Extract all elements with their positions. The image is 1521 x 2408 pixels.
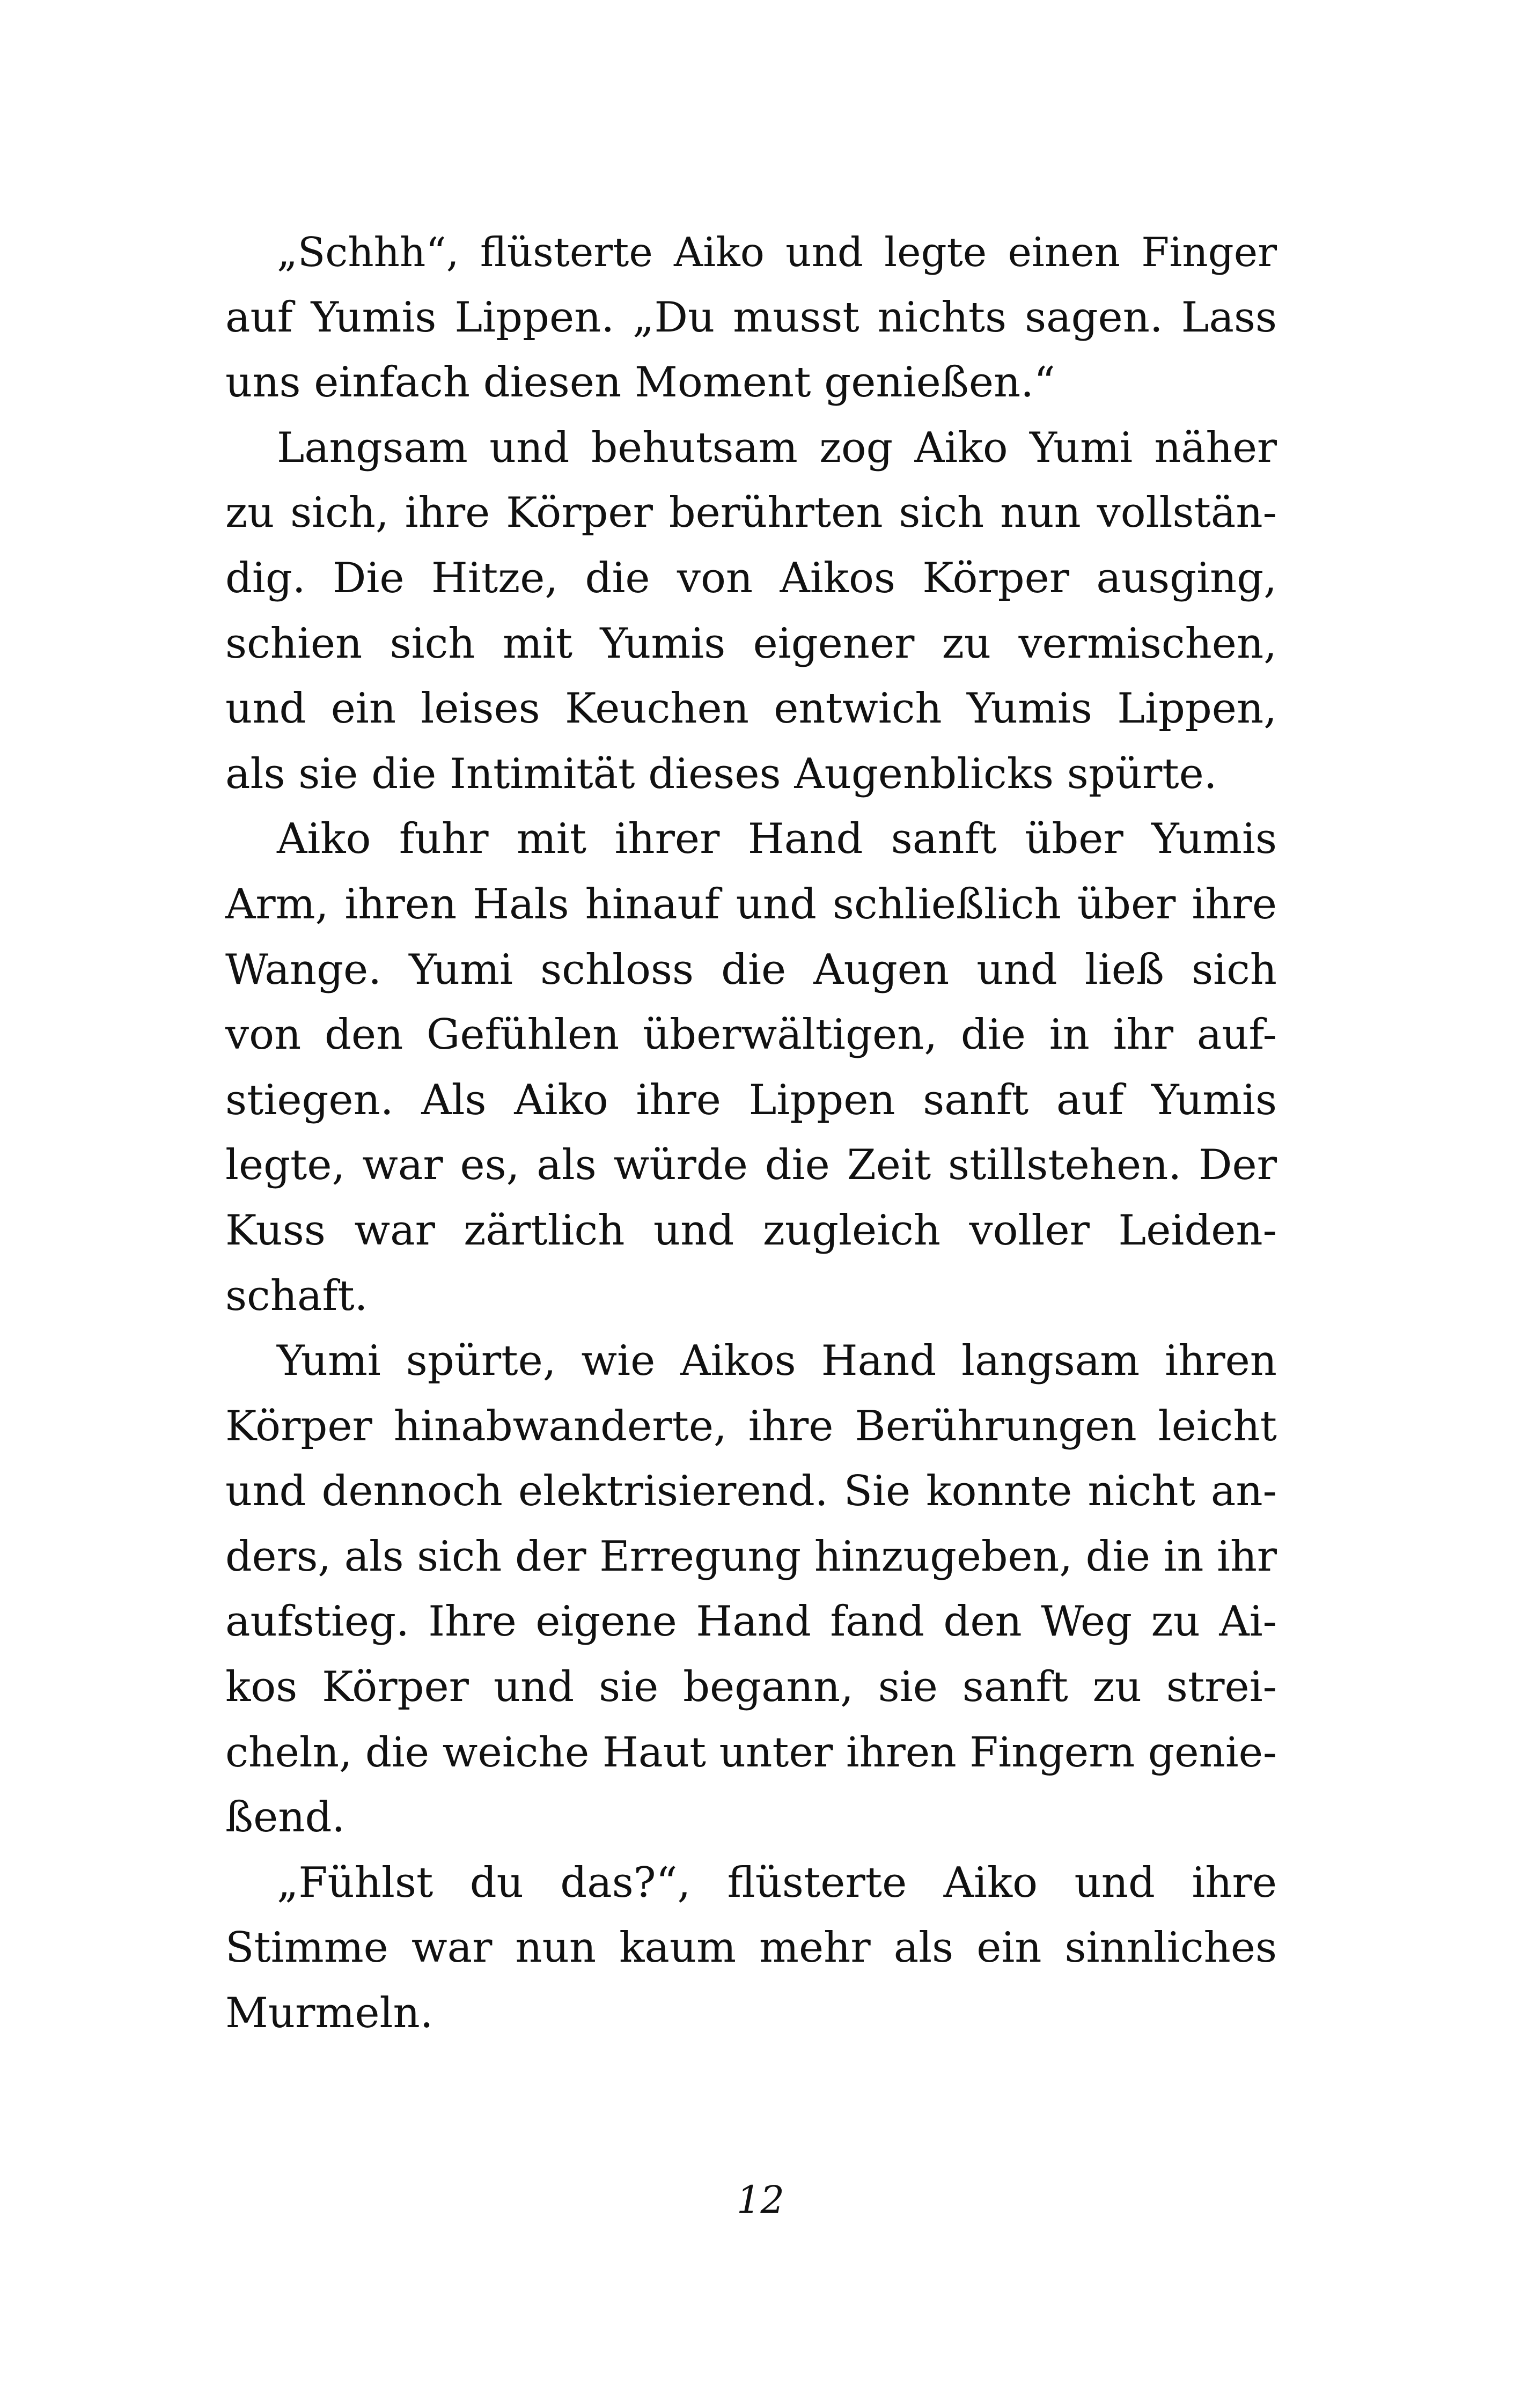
text-line: ßend. bbox=[225, 1793, 346, 1842]
text-line: Aiko fuhr mit ihrer Hand sanft über Yumis bbox=[277, 815, 1277, 864]
text-line: stiegen. Als Aiko ihre Lippen sanft auf Yumis bbox=[225, 1076, 1277, 1124]
text-line: „Fühlst du das?“, flüsterte Aiko und ihre bbox=[277, 1858, 1277, 1907]
text-line: ders, als sich der Erregung hinzugeben, die in ihr bbox=[225, 1532, 1277, 1581]
text-line: und dennoch elektrisierend. Sie konnte nicht an- bbox=[225, 1467, 1277, 1516]
text-line: Kuss war zärtlich und zugleich voller Leiden- bbox=[225, 1206, 1277, 1255]
text-line: Stimme war nun kaum mehr als ein sinnliches bbox=[225, 1924, 1277, 1972]
text-line: cheln, die weiche Haut unter ihren Fingern genie- bbox=[225, 1728, 1277, 1777]
text-line: von den Gefühlen überwältigen, die in ihr auf- bbox=[225, 1011, 1277, 1059]
text-line: dig. Die Hitze, die von Aikos Körper ausging, bbox=[225, 554, 1277, 602]
text-line: schien sich mit Yumis eigener zu vermischen, bbox=[225, 619, 1277, 668]
text-line: zu sich, ihre Körper berührten sich nun vollstän- bbox=[225, 489, 1277, 537]
text-line: als sie die Intimität dieses Augenblicks spürte. bbox=[225, 749, 1217, 798]
text-line: Körper hinabwanderte, ihre Berührungen leicht bbox=[225, 1402, 1277, 1450]
page-number: 12 bbox=[736, 2178, 785, 2222]
text-line: Wange. Yumi schloss die Augen und ließ sich bbox=[225, 945, 1277, 994]
body-text bbox=[225, 220, 1277, 2046]
text-line: uns einfach diesen Moment genießen.“ bbox=[225, 358, 1055, 407]
text-line: Arm, ihren Hals hinauf und schließlich über ihre bbox=[225, 880, 1277, 929]
text-line: Langsam und behutsam zog Aiko Yumi näher bbox=[277, 423, 1277, 472]
text-line: Yumi spürte, wie Aikos Hand langsam ihren bbox=[277, 1337, 1277, 1386]
text-line: legte, war es, als würde die Zeit stillstehen. Der bbox=[225, 1141, 1277, 1190]
text-line: Murmeln. bbox=[225, 1989, 433, 2038]
text-line: „Schhh“, flüsterte Aiko und legte einen Finger bbox=[277, 229, 1277, 276]
text-line: aufstieg. Ihre eigene Hand fand den Weg zu Ai- bbox=[225, 1597, 1277, 1646]
text-line: schaft. bbox=[225, 1271, 368, 1320]
text-line: kos Körper und sie begann, sie sanft zu strei- bbox=[225, 1663, 1277, 1712]
text-line: und ein leises Keuchen entwich Yumis Lippen, bbox=[225, 684, 1277, 733]
text-line: auf Yumis Lippen. „Du musst nichts sagen. Lass bbox=[225, 293, 1277, 342]
